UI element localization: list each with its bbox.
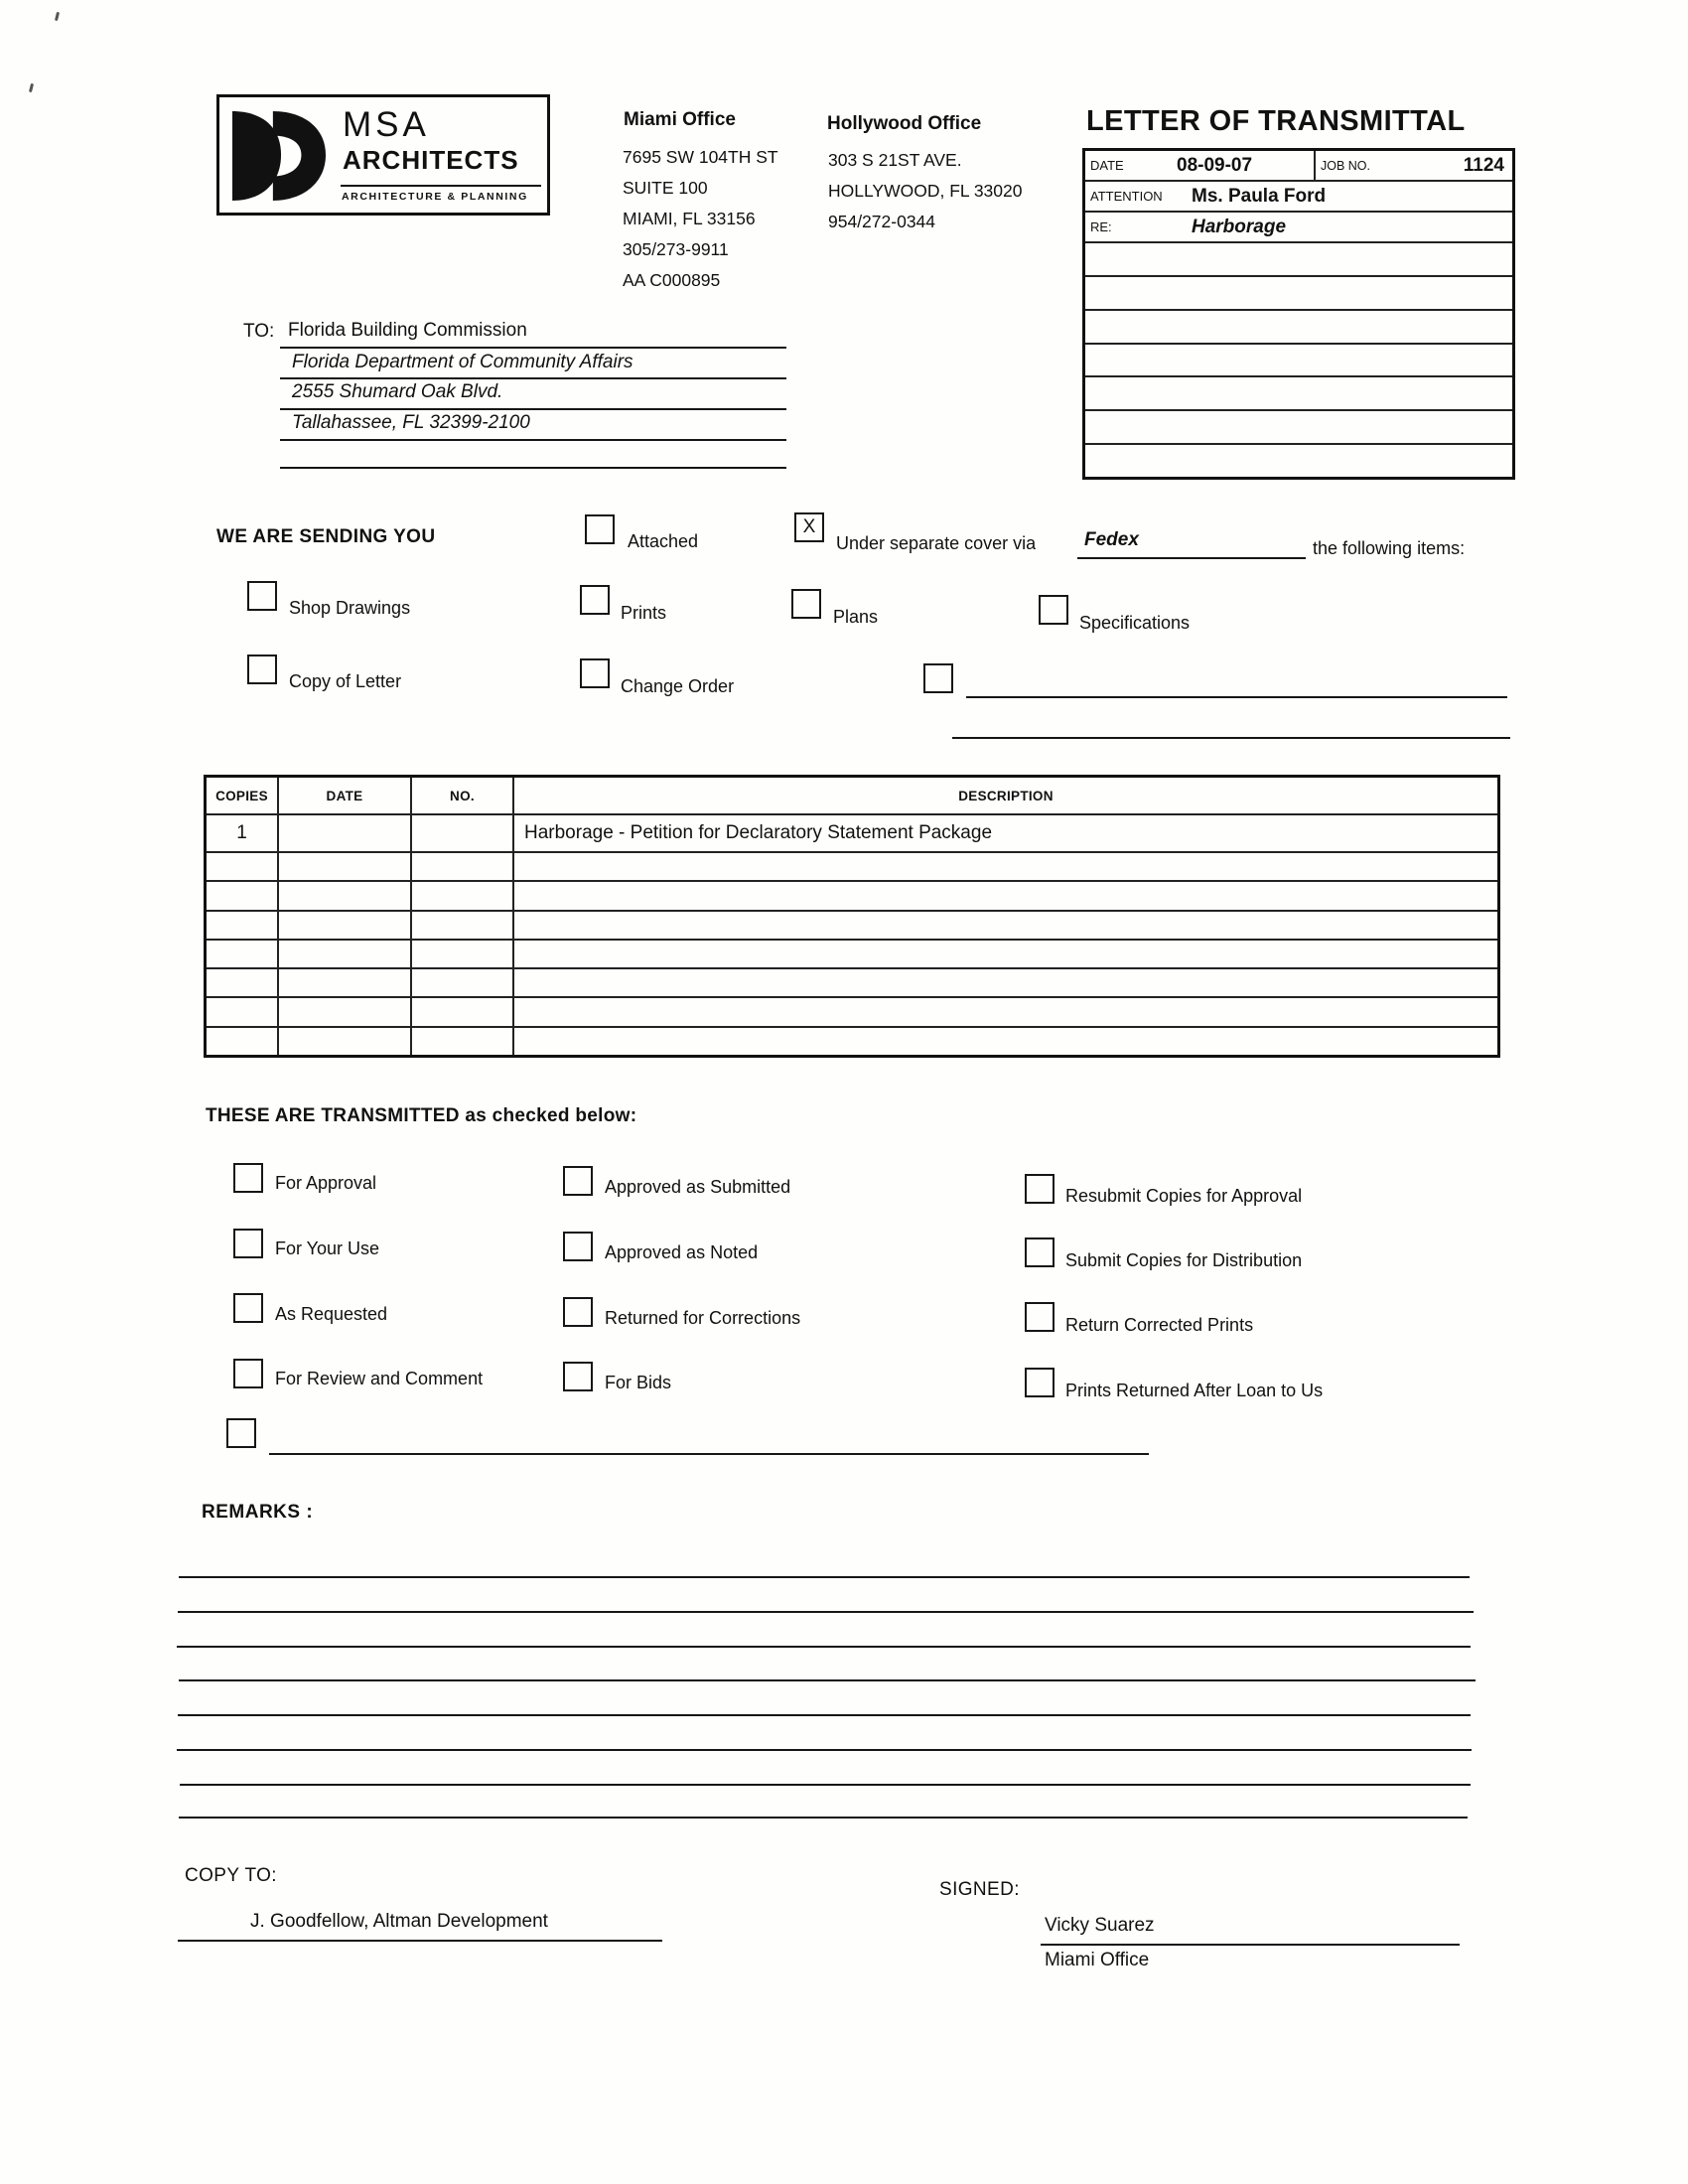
header-blank-row — [1085, 445, 1512, 477]
header-blank-row — [1085, 311, 1512, 345]
date-cell — [279, 815, 412, 851]
for-review-and-comment-label: For Review and Comment — [275, 1369, 484, 1388]
office-address-line: 7695 SW 104TH ST — [623, 147, 778, 167]
remarks-label: REMARKS : — [202, 1502, 314, 1523]
transmittal-header-table — [1082, 148, 1515, 480]
col-header-date: DATE — [279, 778, 412, 813]
fill-line — [1041, 1944, 1460, 1946]
plans-label: Plans — [833, 607, 879, 627]
items-table — [204, 775, 1500, 1058]
for-bids-label: For Bids — [605, 1373, 672, 1392]
fill-line — [280, 467, 786, 469]
miami-office-title: Miami Office — [624, 109, 736, 130]
checkbox-for-bids — [563, 1362, 593, 1391]
fill-line — [178, 1940, 662, 1942]
following-items-label: the following items: — [1313, 538, 1466, 558]
fill-line — [280, 408, 786, 410]
fill-line — [1077, 557, 1306, 559]
checkbox-resubmit-copies — [1025, 1174, 1055, 1204]
msa-logo-icon — [227, 109, 331, 203]
office-address-line: 305/273-9911 — [623, 239, 729, 259]
copy-to-value: J. Goodfellow, Altman Development — [250, 1911, 548, 1932]
attention-value: Ms. Paula Ford — [1192, 185, 1327, 207]
description-value: Harborage - Petition for Declaratory Statement Package — [524, 822, 993, 843]
for-approval-label: For Approval — [275, 1173, 377, 1193]
checkbox-approved-as-submitted — [563, 1166, 593, 1196]
items-table-header-row — [207, 778, 1497, 815]
checkbox-shop-drawings — [247, 581, 277, 611]
date-label: DATE — [1090, 158, 1124, 173]
remarks-line — [179, 1576, 1470, 1578]
no-cell — [412, 815, 514, 851]
items-table-blank-row — [207, 941, 1497, 969]
to-line: Florida Department of Community Affairs — [292, 352, 633, 372]
approved-as-noted-label: Approved as Noted — [605, 1242, 759, 1262]
logo-architects-text: ARCHITECTS — [343, 145, 519, 175]
signed-name: Vicky Suarez — [1045, 1915, 1155, 1936]
return-corrected-prints-label: Return Corrected Prints — [1065, 1315, 1254, 1335]
items-table-blank-row — [207, 912, 1497, 941]
scan-artifact — [29, 83, 34, 92]
re-label: RE: — [1090, 219, 1112, 234]
resubmit-copies-label: Resubmit Copies for Approval — [1065, 1186, 1303, 1206]
checkbox-returned-for-corrections — [563, 1297, 593, 1327]
office-address-line: SUITE 100 — [623, 178, 708, 198]
submit-copies-label: Submit Copies for Distribution — [1065, 1250, 1303, 1270]
checkbox-attached — [585, 514, 615, 544]
shop-drawings-label: Shop Drawings — [289, 598, 411, 618]
to-line: Florida Building Commission — [288, 320, 527, 341]
checkbox-as-requested — [233, 1293, 263, 1323]
change-order-label: Change Order — [621, 676, 735, 696]
fill-line — [269, 1453, 1149, 1455]
office-address-line: 303 S 21ST AVE. — [828, 150, 962, 170]
remarks-line — [179, 1817, 1468, 1819]
returned-for-corrections-label: Returned for Corrections — [605, 1308, 801, 1328]
header-blank-row — [1085, 277, 1512, 311]
header-blank-row — [1085, 377, 1512, 411]
header-blank-row — [1085, 411, 1512, 445]
items-table-blank-row — [207, 969, 1497, 998]
msa-logo — [216, 94, 550, 216]
to-line: Tallahassee, FL 32399-2100 — [292, 412, 530, 433]
via-value: Fedex — [1084, 529, 1139, 550]
to-line: 2555 Shumard Oak Blvd. — [292, 381, 503, 402]
separate-cover-label: Under separate cover via — [836, 533, 1037, 553]
checkbox-for-review-and-comment — [233, 1359, 263, 1388]
checkbox-other-item — [923, 663, 953, 693]
signed-label: SIGNED: — [939, 1879, 1020, 1900]
date-value: 08-09-07 — [1177, 154, 1253, 176]
items-table-blank-row — [207, 998, 1497, 1027]
header-row-attention — [1085, 182, 1512, 213]
checkbox-change-order — [580, 658, 610, 688]
checkbox-submit-copies — [1025, 1238, 1055, 1267]
remarks-line — [180, 1784, 1471, 1786]
fill-line — [280, 439, 786, 441]
re-value: Harborage — [1192, 216, 1287, 237]
items-table-row — [207, 815, 1497, 853]
remarks-line — [178, 1611, 1474, 1613]
items-table-blank-row — [207, 1028, 1497, 1055]
checkbox-return-corrected-prints — [1025, 1302, 1055, 1332]
logo-msa-text: MSA — [343, 105, 430, 144]
copy-to-label: COPY TO: — [185, 1865, 277, 1886]
checkbox-copy-of-letter — [247, 655, 277, 684]
checkbox-for-approval — [233, 1163, 263, 1193]
remarks-line — [177, 1749, 1472, 1751]
checkbox-plans — [791, 589, 821, 619]
transmitted-heading: THESE ARE TRANSMITTED as checked below: — [206, 1105, 637, 1126]
fill-line — [280, 347, 786, 349]
fill-line — [966, 696, 1507, 698]
office-address-line: 954/272-0344 — [828, 212, 936, 231]
checkbox-separate-cover — [794, 512, 824, 542]
items-table-blank-row — [207, 853, 1497, 882]
prints-returned-label: Prints Returned After Loan to Us — [1065, 1381, 1324, 1400]
checkbox-x-mark: X — [802, 516, 816, 537]
checkbox-specifications — [1039, 595, 1068, 625]
office-address-line: HOLLYWOOD, FL 33020 — [828, 181, 1023, 201]
col-header-no: NO. — [412, 778, 514, 813]
hollywood-office-title: Hollywood Office — [827, 113, 982, 134]
header-blank-row — [1085, 345, 1512, 378]
office-address-line: MIAMI, FL 33156 — [623, 209, 756, 228]
as-requested-label: As Requested — [275, 1304, 388, 1324]
col-header-description: DESCRIPTION — [958, 788, 1054, 803]
office-address-line: AA C000895 — [623, 270, 721, 290]
copies-value: 1 — [207, 815, 279, 851]
checkbox-for-your-use — [233, 1229, 263, 1258]
remarks-line — [177, 1646, 1471, 1648]
signed-office: Miami Office — [1045, 1950, 1150, 1970]
prints-label: Prints — [621, 603, 667, 623]
remarks-line — [178, 1714, 1471, 1716]
col-header-copies: COPIES — [207, 778, 279, 813]
logo-tagline: ARCHITECTURE & PLANNING — [342, 191, 528, 203]
header-blank-row — [1085, 243, 1512, 277]
fill-line — [280, 377, 786, 379]
for-your-use-label: For Your Use — [275, 1238, 380, 1258]
header-row-date-job — [1085, 151, 1512, 182]
we-are-sending-heading: WE ARE SENDING YOU — [216, 526, 436, 547]
checkbox-prints — [580, 585, 610, 615]
job-number-value: 1124 — [1463, 154, 1504, 176]
checkbox-prints-returned — [1025, 1368, 1055, 1397]
attached-label: Attached — [628, 531, 699, 551]
header-row-re — [1085, 213, 1512, 243]
approved-as-submitted-label: Approved as Submitted — [605, 1177, 791, 1197]
transmittal-title: LETTER OF TRANSMITTAL — [1086, 105, 1466, 137]
items-table-blank-row — [207, 882, 1497, 911]
job-number-label: JOB NO. — [1314, 151, 1387, 180]
specifications-label: Specifications — [1079, 613, 1191, 633]
checkbox-approved-as-noted — [563, 1232, 593, 1261]
copy-of-letter-label: Copy of Letter — [289, 671, 402, 691]
attention-label: ATTENTION — [1090, 189, 1163, 204]
checkbox-other-transmitted — [226, 1418, 256, 1448]
to-label: TO: — [243, 321, 275, 342]
logo-divider — [341, 185, 541, 187]
fill-line — [952, 737, 1510, 739]
scan-artifact — [55, 12, 60, 21]
remarks-line — [179, 1679, 1476, 1681]
